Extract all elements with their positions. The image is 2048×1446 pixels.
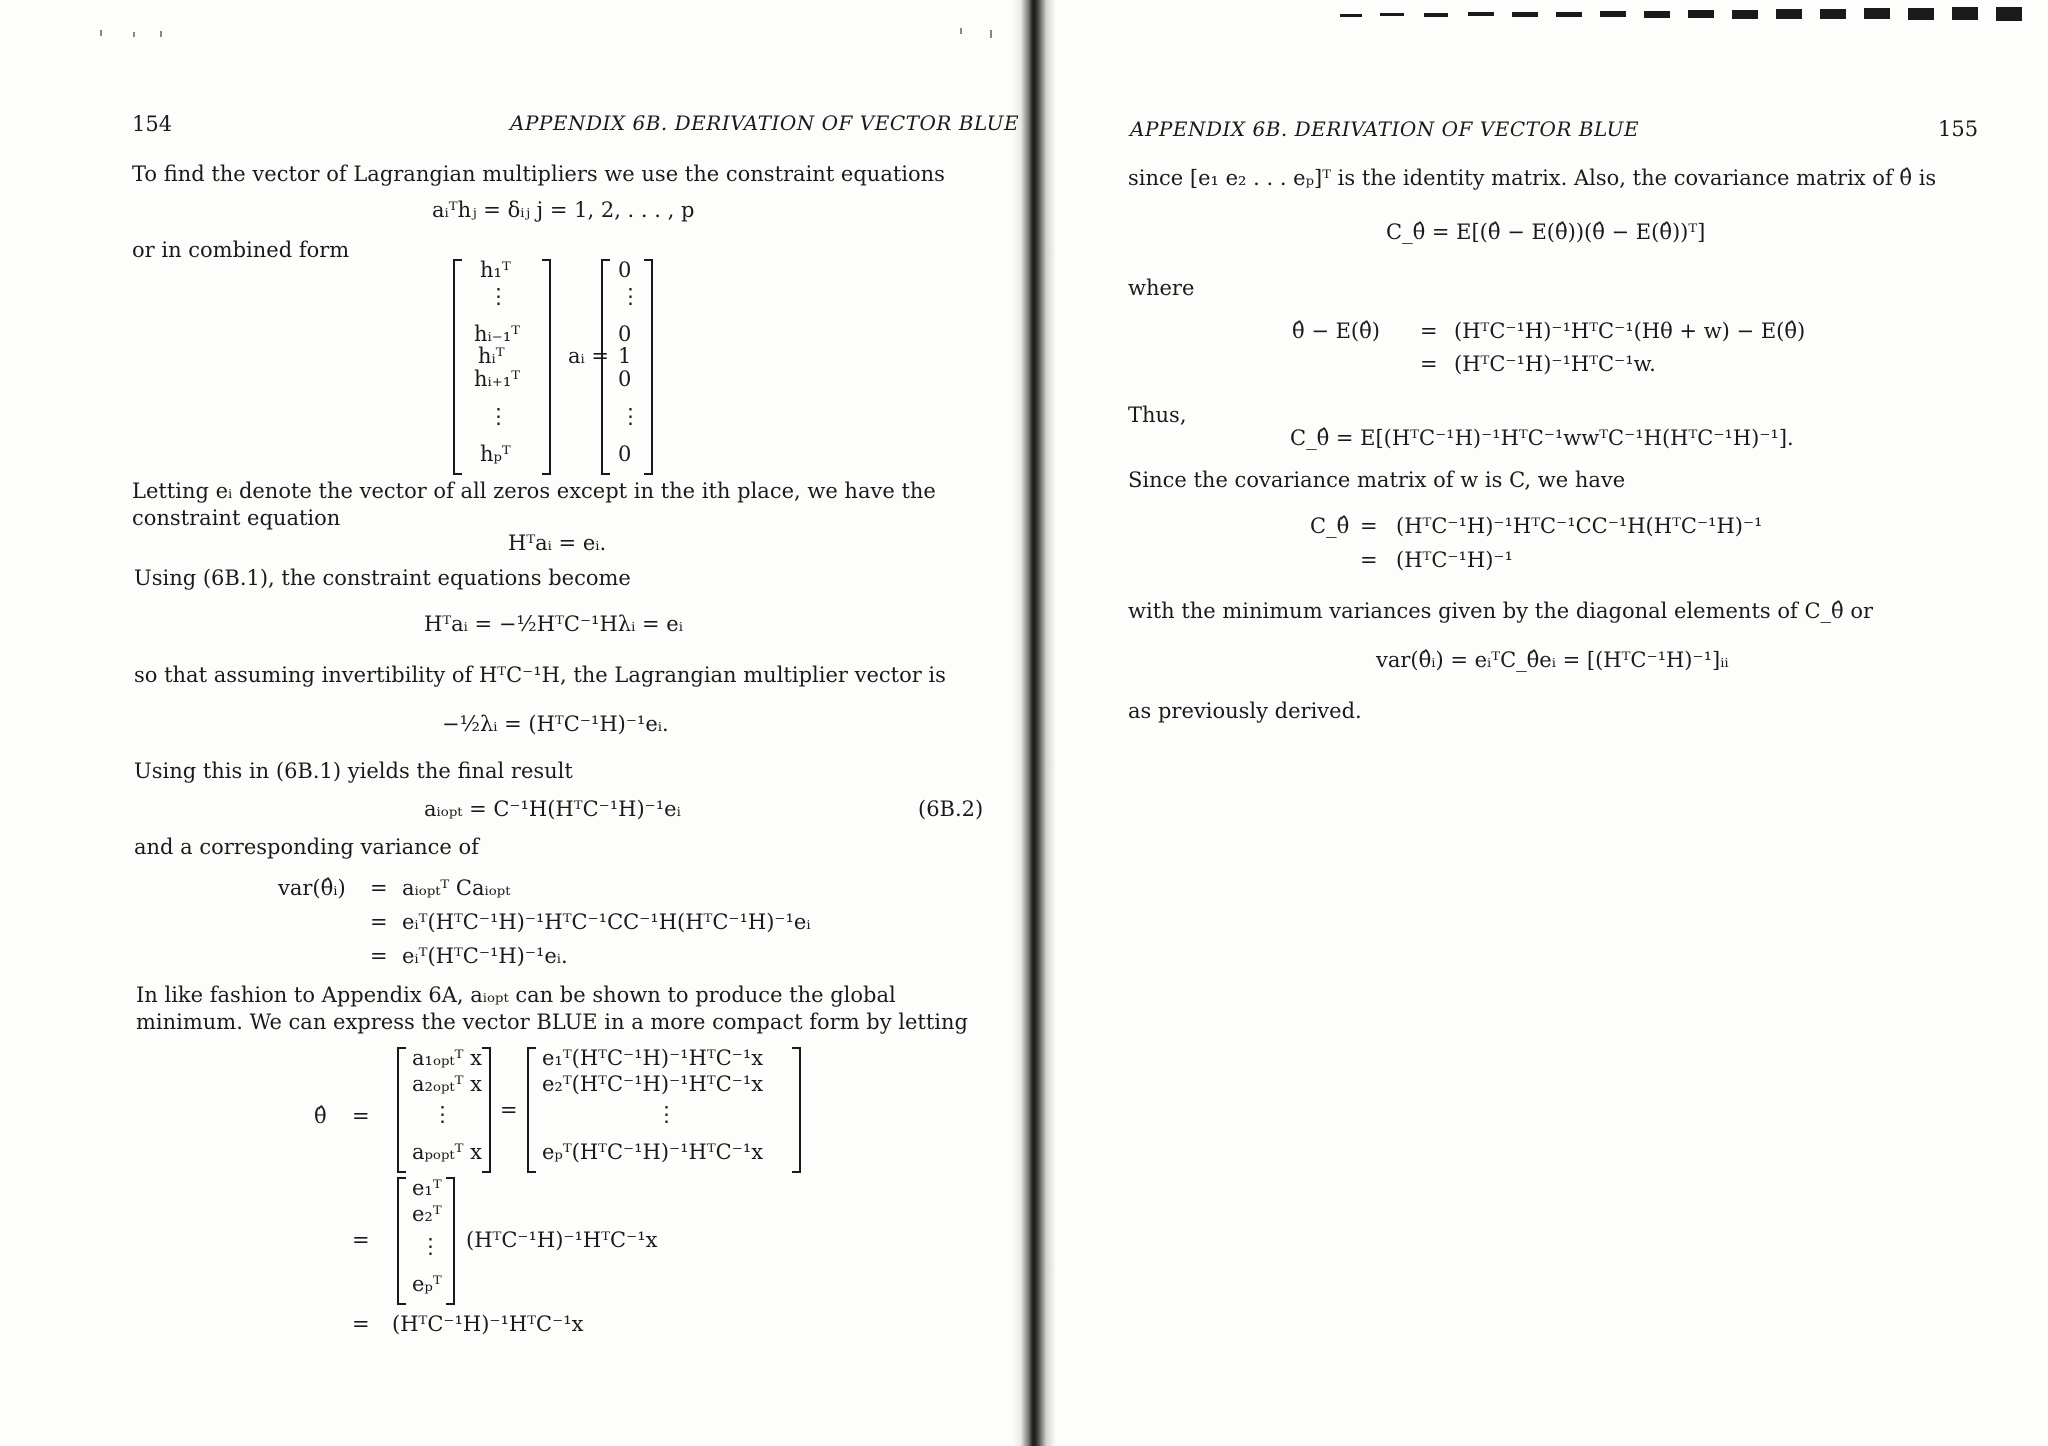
- equation-lambda: −½λᵢ = (HᵀC⁻¹H)⁻¹eᵢ.: [442, 712, 669, 736]
- matrix-row: h₁ᵀ: [480, 258, 511, 282]
- paragraph: as previously derived.: [1128, 699, 1362, 723]
- paragraph: since [e₁ e₂ . . . eₚ]ᵀ is the identity matrix. Also, the covariance matrix of θ̂ is: [1128, 166, 1937, 190]
- cov-eq: =: [1360, 548, 1378, 572]
- equation-covariance: C_θ̂ = E[(θ̂ − E(θ̂))(θ̂ − E(θ̂))ᵀ]: [1386, 220, 1706, 244]
- matrix-row: ⋮: [420, 1234, 441, 1258]
- matrix-row: 0: [618, 258, 632, 282]
- variance-line: eᵢᵀ(HᵀC⁻¹H)⁻¹HᵀC⁻¹CC⁻¹H(HᵀC⁻¹H)⁻¹eᵢ: [402, 910, 811, 934]
- matrix-row: hᵢ₊₁ᵀ: [474, 367, 521, 391]
- variance-line: aᵢₒₚₜᵀ Caᵢₒₚₜ: [402, 876, 511, 900]
- paragraph: Using (6B.1), the constraint equations become: [134, 566, 631, 590]
- matrix-row: ⋮: [488, 284, 509, 308]
- matrix-row: e₁ᵀ(HᵀC⁻¹H)⁻¹HᵀC⁻¹x: [542, 1046, 764, 1070]
- matrix-row: ⋮: [620, 404, 641, 428]
- matrix-row: 0: [618, 322, 632, 346]
- matrix-row: hₚᵀ: [480, 442, 511, 466]
- blue-matrix-3-rhs: (HᵀC⁻¹H)⁻¹HᵀC⁻¹x: [466, 1228, 658, 1252]
- equation-number: (6B.2): [918, 797, 984, 821]
- matrix-row: eₚᵀ(HᵀC⁻¹H)⁻¹HᵀC⁻¹x: [542, 1140, 764, 1164]
- paragraph: and a corresponding variance of: [134, 835, 479, 859]
- variance-eq: =: [370, 944, 388, 968]
- matrix-row: ⋮: [656, 1102, 677, 1126]
- paragraph: with the minimum variances given by the diagonal elements of C_θ̂ or: [1128, 599, 1874, 623]
- matrix-row: hᵢ₋₁ᵀ: [474, 322, 521, 346]
- cov-line: (HᵀC⁻¹H)⁻¹: [1396, 548, 1513, 572]
- page-number: 154: [132, 112, 173, 136]
- left-page: [0, 0, 1020, 1446]
- matrix-row: eₚᵀ: [412, 1272, 442, 1296]
- running-head: APPENDIX 6B. DERIVATION OF VECTOR BLUE: [510, 111, 1020, 135]
- paragraph: Using this in (6B.1) yields the final result: [134, 759, 573, 783]
- where-line: (HᵀC⁻¹H)⁻¹HᵀC⁻¹w.: [1454, 352, 1656, 376]
- paragraph: Letting eᵢ denote the vector of all zeros except in the ith place, we have the constraint equation: [132, 479, 936, 530]
- matrix-row: aₚₒₚₜᵀ x: [412, 1140, 482, 1164]
- blue-lhs: θ̂: [314, 1104, 327, 1128]
- where-lhs: θ̂ − E(θ̂): [1292, 319, 1380, 343]
- equation-variance: var(θ̂ᵢ) = eᵢᵀC_θ̂eᵢ = [(HᵀC⁻¹H)⁻¹]ᵢᵢ: [1376, 648, 1729, 672]
- paragraph: Since the covariance matrix of w is C, we have: [1128, 468, 1626, 492]
- paragraph: where: [1128, 276, 1195, 300]
- paragraph: so that assuming invertibility of HᵀC⁻¹H, the Lagrangian multiplier vector is: [134, 663, 946, 687]
- right-page: [1040, 0, 2048, 1446]
- blue-eq: =: [352, 1228, 370, 1252]
- matrix-row: 0: [618, 442, 632, 466]
- cov-eq: =: [1360, 514, 1378, 538]
- running-head: APPENDIX 6B. DERIVATION OF VECTOR BLUE: [1130, 117, 1640, 141]
- equation-a-opt: aᵢₒₚₜ = C⁻¹H(HᵀC⁻¹H)⁻¹eᵢ: [424, 797, 681, 821]
- cov-line: (HᵀC⁻¹H)⁻¹HᵀC⁻¹CC⁻¹H(HᵀC⁻¹H)⁻¹: [1396, 514, 1763, 538]
- cov-lhs: C_θ̂: [1310, 514, 1350, 538]
- where-eq: =: [1420, 352, 1438, 376]
- paragraph: To find the vector of Lagrangian multipliers we use the constraint equations: [132, 162, 945, 186]
- matrix-row: ⋮: [620, 284, 641, 308]
- blue-eq: =: [352, 1312, 370, 1336]
- matrix-row: e₂ᵀ: [412, 1202, 442, 1226]
- blue-eq: =: [500, 1098, 518, 1122]
- blue-eq: =: [352, 1104, 370, 1128]
- where-line: (HᵀC⁻¹H)⁻¹HᵀC⁻¹(Hθ + w) − E(θ̂): [1454, 319, 1806, 343]
- equation-thus: C_θ̂ = E[(HᵀC⁻¹H)⁻¹HᵀC⁻¹wwᵀC⁻¹H(HᵀC⁻¹H)⁻¹].: [1290, 426, 1794, 450]
- variance-eq: =: [370, 910, 388, 934]
- matrix-row: e₁ᵀ: [412, 1176, 442, 1200]
- equation-lagrangian: Hᵀaᵢ = −½HᵀC⁻¹Hλᵢ = eᵢ: [424, 612, 683, 636]
- equation-hta: Hᵀaᵢ = eᵢ.: [508, 531, 607, 555]
- matrix-row: 0: [618, 367, 632, 391]
- variance-lhs: var(θ̂ᵢ): [278, 876, 346, 900]
- variance-eq: =: [370, 876, 388, 900]
- variance-line: eᵢᵀ(HᵀC⁻¹H)⁻¹eᵢ.: [402, 944, 568, 968]
- matrix-label: aᵢ =: [568, 344, 610, 368]
- paragraph: or in combined form: [132, 238, 350, 262]
- matrix-row: 1: [618, 344, 632, 368]
- paragraph: Thus,: [1128, 403, 1187, 427]
- matrix-row: ⋮: [432, 1102, 453, 1126]
- matrix-row: ⋮: [488, 404, 509, 428]
- page-number: 155: [1938, 117, 1979, 141]
- matrix-row: a₂ₒₚₜᵀ x: [412, 1072, 482, 1096]
- matrix-row: hᵢᵀ: [478, 344, 505, 368]
- where-eq: =: [1420, 319, 1438, 343]
- equation-constraint: aᵢᵀhⱼ = δᵢⱼ j = 1, 2, . . . , p: [432, 198, 695, 222]
- matrix-row: e₂ᵀ(HᵀC⁻¹H)⁻¹HᵀC⁻¹x: [542, 1072, 764, 1096]
- matrix-row: a₁ₒₚₜᵀ x: [412, 1046, 482, 1070]
- blue-final: (HᵀC⁻¹H)⁻¹HᵀC⁻¹x: [392, 1312, 584, 1336]
- paragraph: In like fashion to Appendix 6A, aᵢₒₚₜ can be shown to produce the global minimum. We can express the vector BLUE in a more compact form by letting: [136, 983, 968, 1034]
